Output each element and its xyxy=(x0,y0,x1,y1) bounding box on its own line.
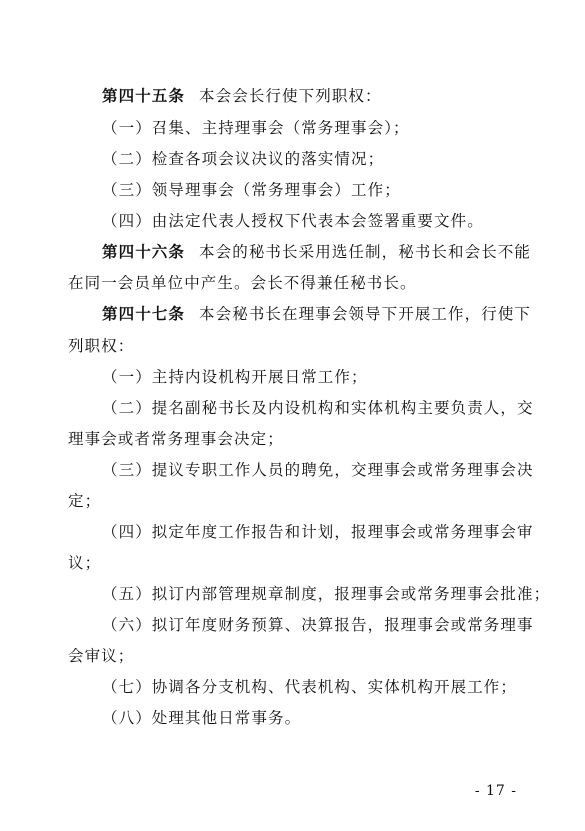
article-47-item-1: （一）主持内设机构开展日常工作； xyxy=(102,368,368,386)
article-47-item-4b: 议； xyxy=(68,554,102,572)
article-45-heading xyxy=(102,86,523,106)
article-46-line-2: 在同一会员单位中产生。会长不得兼任秘书长。 xyxy=(68,274,417,292)
page-number: - 17 - xyxy=(474,783,517,799)
article-47-item-6a: （六）拟订年度财务预算、决算报告，报理事会或常务理事 xyxy=(102,616,534,634)
article-46-label: 第四十六条 xyxy=(102,242,186,261)
article-47-item-7: （七）协调各分支机构、代表机构、实体机构开展工作； xyxy=(102,678,518,696)
article-47-item-6b: 会审议； xyxy=(68,647,135,665)
article-45-item-3: （三）领导理事会（常务理事会）工作； xyxy=(102,181,401,199)
article-47-item-3a: （三）提议专职工作人员的聘免，交理事会或常务理事会决 xyxy=(102,461,534,479)
article-45-label: 第四十五条 xyxy=(102,86,186,105)
article-47-line-2: 列职权： xyxy=(68,337,135,355)
article-47-item-2a: （二）提名副秘书长及内设机构和实体机构主要负责人，交 xyxy=(102,399,534,417)
article-47-label: 第四十七条 xyxy=(102,304,186,323)
article-47-item-8: （八）处理其他日常事务。 xyxy=(102,709,302,727)
article-45-item-1: （一）召集、主持理事会（常务理事会）； xyxy=(102,119,410,137)
article-47-text-1: 本会秘书长在理事会领导下开展工作，行使下 xyxy=(199,305,532,323)
article-45-item-4: （四）由法定代表人授权下代表本会签署重要文件。 xyxy=(102,212,484,230)
article-45-item-2: （二）检查各项会议决议的落实情况； xyxy=(102,150,385,168)
article-47-item-4a: （四）拟定年度工作报告和计划，报理事会或常务理事会审 xyxy=(102,523,534,541)
article-46-line-1 xyxy=(102,242,532,262)
article-47-item-3b: 定； xyxy=(68,492,102,510)
article-46-text-1: 本会的秘书长采用选任制，秘书长和会长不能 xyxy=(199,243,532,261)
article-47-item-5: （五）拟订内部管理规章制度，报理事会或常务理事会批准； xyxy=(102,585,551,603)
article-47-line-1 xyxy=(102,304,532,324)
article-47-item-2b: 理事会或者常务理事会决定； xyxy=(68,430,284,448)
article-45-intro: 本会会长行使下列职权： xyxy=(199,87,382,105)
